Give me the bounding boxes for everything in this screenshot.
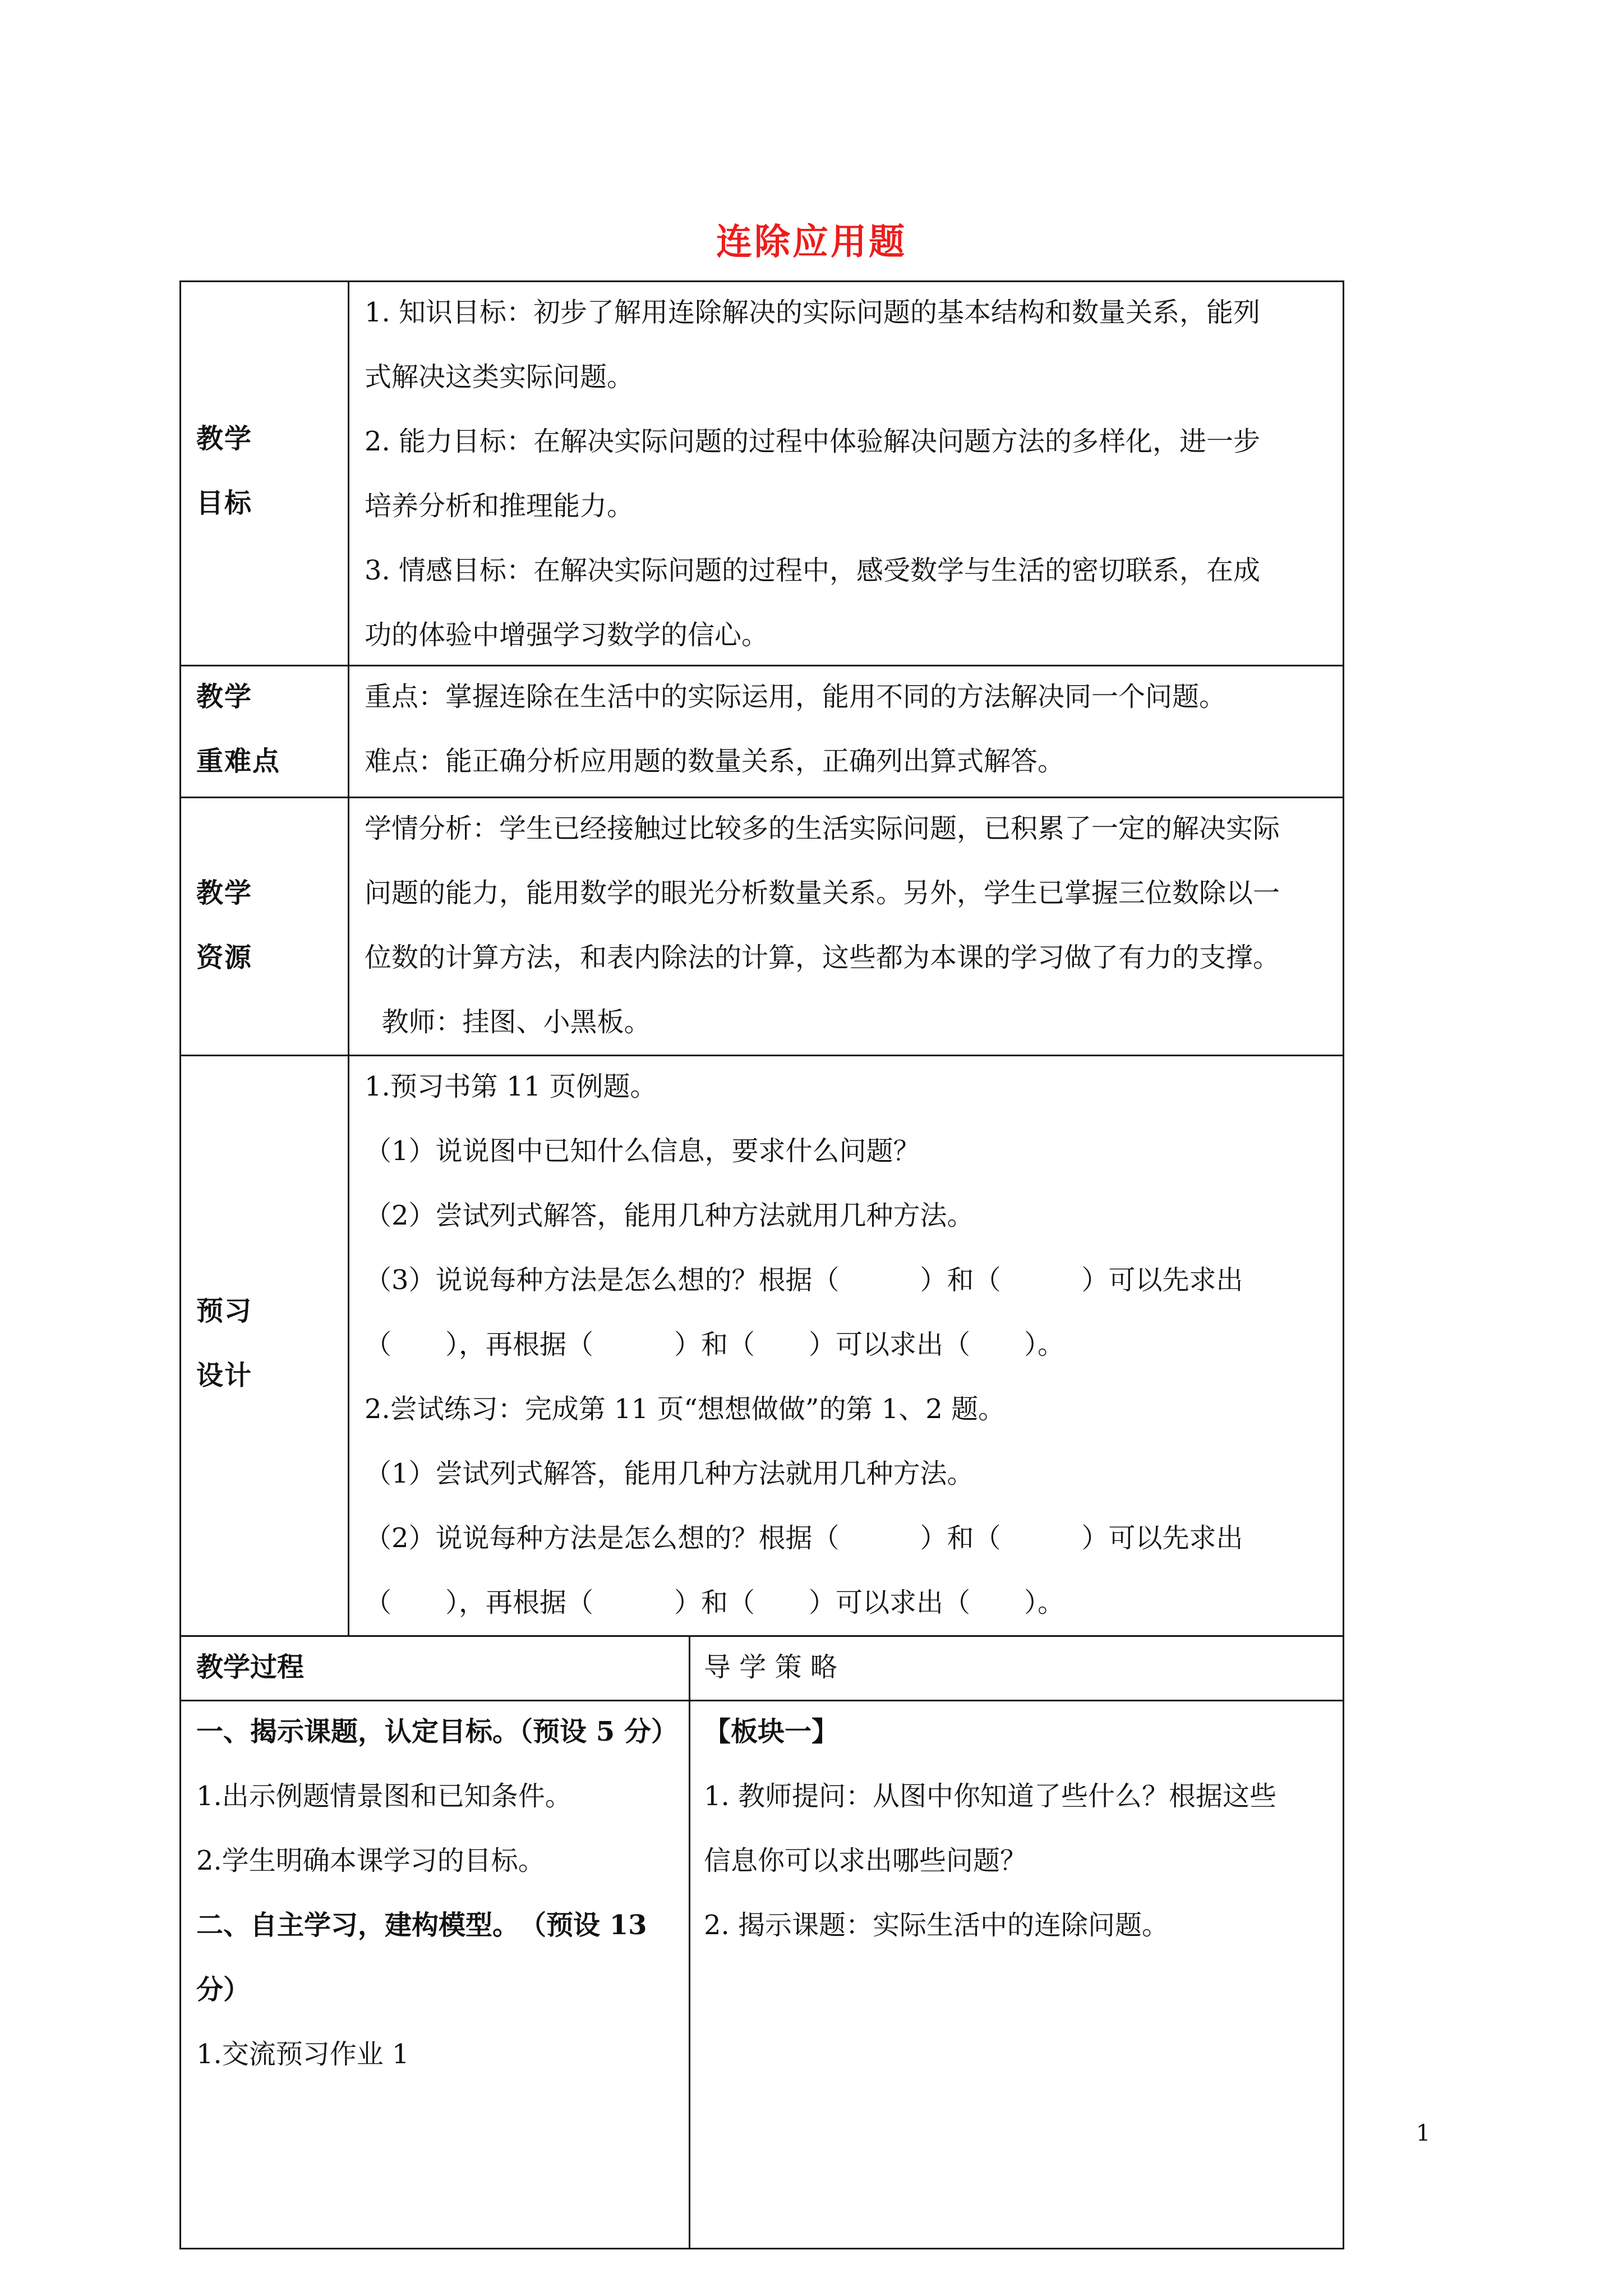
goals-label-line: 教学: [196, 423, 253, 454]
preview-label-line: 设计: [196, 1360, 253, 1391]
preview-line: （2）说说每种方法是怎么想的？根据（ ）和（ ）可以先求出: [365, 1522, 1243, 1554]
document-title: 连除应用题: [716, 221, 907, 263]
preview-line: 2.尝试练习：完成第 11 页“想想做做”的第 1、2 题。: [365, 1393, 1006, 1425]
strategy-line: 信息你可以求出哪些问题？: [704, 1845, 1027, 1876]
process-header-right-text: 导 学 策 略: [704, 1651, 837, 1683]
page-number: 1: [1416, 2120, 1431, 2146]
process-line: 2.学生明确本课学习的目标。: [196, 1845, 545, 1876]
key-points-content: [365, 665, 1226, 794]
process-left-content: [196, 1700, 678, 2087]
resources-label-line: 教学: [196, 877, 253, 909]
resources-line: 学情分析：学生已经接触过比较多的生活实际问题，已积累了一定的解决实际: [365, 813, 1280, 844]
key-points-line: 难点：能正确分析应用题的数量关系，正确列出算式解答。: [365, 746, 1065, 777]
resources-content: [365, 797, 1280, 1055]
goals-line: 功的体验中增强学习数学的信心。: [365, 619, 769, 651]
preview-line: （1）说说图中已知什么信息，要求什么问题？: [365, 1135, 920, 1167]
process-right-content: [704, 1700, 1276, 1958]
preview-label: [196, 1279, 252, 1408]
key-points-label-line: 教学: [196, 681, 253, 712]
goals-label: [196, 407, 252, 536]
table-border-bottom: [179, 2248, 1344, 2249]
preview-label-line: 预习: [196, 1295, 253, 1327]
process-column-divider: [689, 1635, 690, 2249]
table-border-left: [179, 280, 181, 2249]
resources-line: 位数的计算方法，和表内除法的计算，这些都为本课的学习做了有力的支撑。: [365, 942, 1280, 973]
preview-line: （2）尝试列式解答，能用几种方法就用几种方法。: [365, 1200, 974, 1231]
strategy-line: 2. 揭示课题：实际生活中的连除问题。: [704, 1910, 1169, 1941]
resources-label-line: 资源: [196, 942, 253, 973]
goals-line: 1. 知识目标：初步了解用连除解决的实际问题的基本结构和数量关系，能列: [365, 297, 1261, 328]
preview-content: [365, 1055, 1243, 1635]
key-points-line: 重点：掌握连除在生活中的实际运用，能用不同的方法解决同一个问题。: [365, 681, 1227, 712]
lesson-plan-table: [179, 280, 1344, 2249]
preview-line: （ ），再根据（ ）和（ ）可以求出（ ）。: [365, 1329, 1065, 1360]
resources-label: [196, 861, 252, 990]
process-header-right: [704, 1635, 837, 1700]
process-line: 1.出示例题情景图和已知条件。: [196, 1780, 572, 1812]
strategy-line: 1. 教师提问：从图中你知道了些什么？根据这些: [704, 1780, 1277, 1812]
goals-line: 培养分析和推理能力。: [365, 490, 634, 522]
preview-line: 1.预习书第 11 页例题。: [365, 1071, 657, 1102]
process-section-heading: 分）: [196, 1974, 251, 2005]
process-header-left-text: 教学过程: [196, 1651, 305, 1683]
key-points-label-line: 重难点: [196, 746, 281, 777]
goals-content: [365, 280, 1260, 668]
process-section-heading: 一、揭示课题，认定目标。（预设 5 分）: [196, 1716, 678, 1747]
goals-line: 3. 情感目标：在解决实际问题的过程中，感受数学与生活的密切联系，在成: [365, 555, 1261, 586]
goals-line: 2. 能力目标：在解决实际问题的过程中体验解决问题方法的多样化，进一步: [365, 426, 1261, 457]
resources-line: 问题的能力，能用数学的眼光分析数量关系。另外，学生已掌握三位数除以一: [365, 877, 1280, 909]
label-column-divider: [348, 280, 349, 1636]
goals-label-line: 目标: [196, 487, 253, 519]
process-section-heading: 二、自主学习，建构模型。 （预设 13: [196, 1910, 647, 1941]
preview-line: （ ），再根据（ ）和（ ）可以求出（ ）。: [365, 1587, 1065, 1618]
key-points-label: [196, 665, 280, 794]
resources-line: 教师：挂图、小黑板。: [365, 1006, 651, 1038]
strategy-block-heading: 【板块一】: [704, 1716, 839, 1747]
preview-line: （3）说说每种方法是怎么想的？根据（ ）和（ ）可以先求出: [365, 1264, 1243, 1296]
process-line: 1.交流预习作业 1: [196, 2039, 409, 2070]
process-header-left: [196, 1635, 304, 1700]
goals-line: 式解决这类实际问题。: [365, 361, 634, 393]
table-border-right: [1343, 280, 1344, 2249]
preview-line: （1）尝试列式解答，能用几种方法就用几种方法。: [365, 1458, 974, 1489]
